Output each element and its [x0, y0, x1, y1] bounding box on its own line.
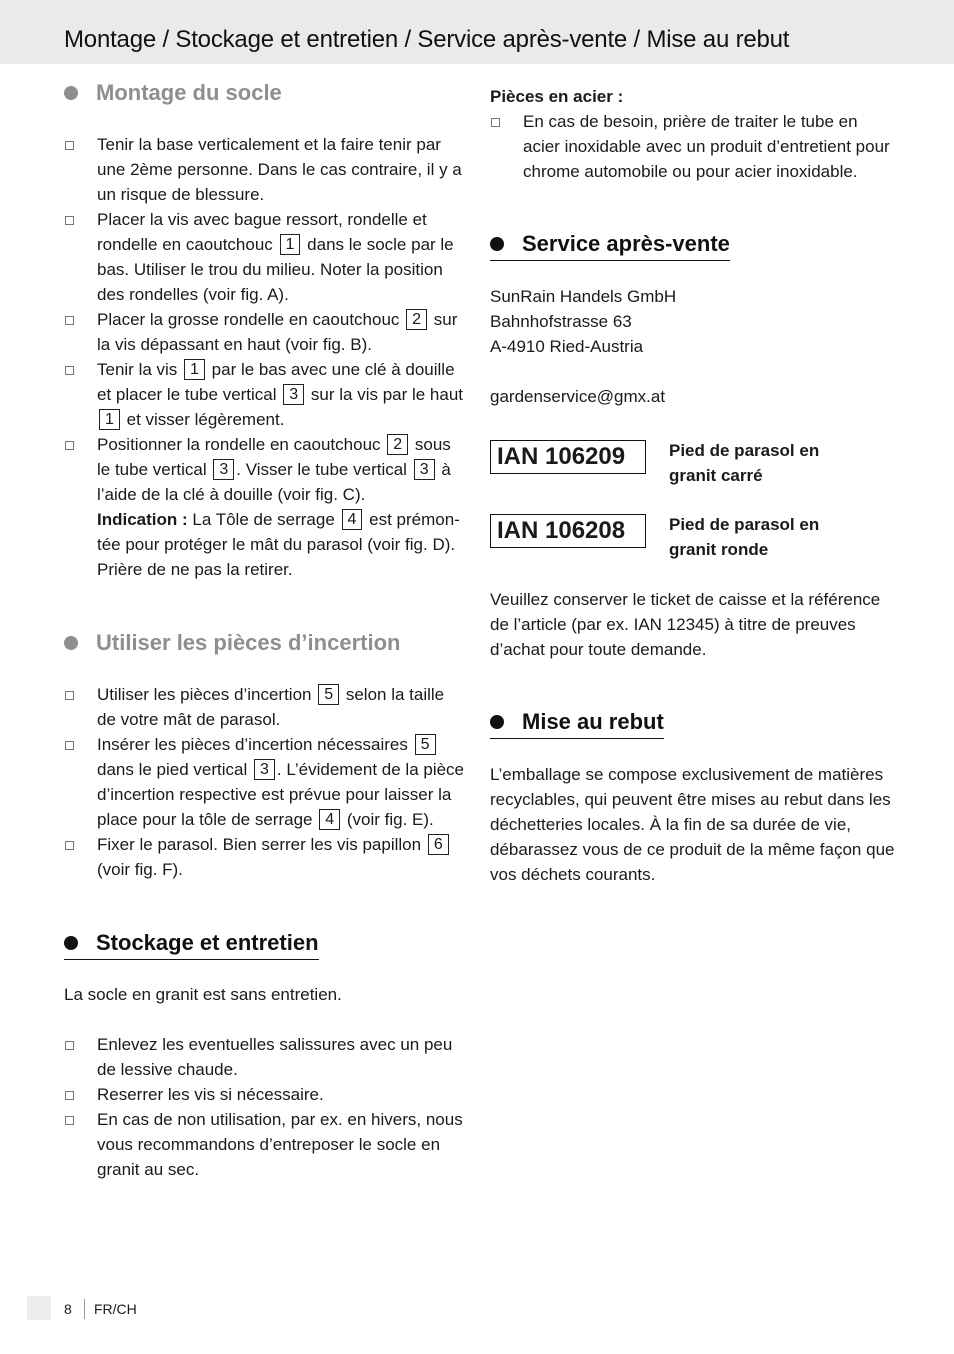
checkbox-square-icon: [65, 741, 74, 750]
part-number-box: 1: [99, 409, 120, 430]
list-item: En cas de besoin, prière de traiter le tube en acier inoxidable avec un produit d’entretient pour chrome automobile ou pour acier inoxidable.: [490, 109, 896, 184]
part-number-box: 3: [283, 384, 304, 405]
checkbox-square-icon: [65, 1091, 74, 1100]
list-item: En cas de non utilisation, par ex. en hivers, nous vous recommandons d’entreposer le socle en granit au sec.: [64, 1107, 464, 1182]
checkbox-square-icon: [65, 841, 74, 850]
page-header: [0, 0, 954, 64]
ian-desc-line: granit carré: [669, 466, 763, 485]
list-item: Reserrer les vis si nécessaire.: [64, 1082, 464, 1107]
service-street: Bahnhofstrasse 63: [490, 312, 632, 331]
bullet-dot-icon: [490, 237, 504, 251]
ian-desc-line: Pied de parasol en: [669, 515, 820, 534]
part-number-box: 3: [213, 459, 234, 480]
steel-list: [490, 109, 896, 184]
list-item: Utiliser les pièces d’incertion 5 selon la taille de votre mât de parasol.: [64, 682, 464, 732]
list-item: Placer la grosse rondelle en caoutchouc 2 sur la vis dépassant en haut (voir fig. B).: [64, 307, 464, 357]
bullet-dot-icon: [64, 936, 78, 950]
section-inserts-heading: [64, 630, 464, 659]
left-column: [64, 80, 464, 1182]
ian-code-badge: IAN 106208: [490, 514, 646, 548]
bold-label: Indication :: [97, 510, 188, 529]
storage-intro: La socle en granit est sans entretien.: [64, 985, 342, 1004]
footer-tab-marker: [27, 1296, 51, 1320]
ian-description: [669, 512, 819, 562]
service-email[interactable]: gardenservice@gmx.at: [490, 387, 666, 406]
ian-row: [490, 440, 896, 488]
footer-divider: [84, 1299, 85, 1319]
list-item: Positionner la rondelle en caoutchouc 2 sous le tube vertical 3 . Visser le tube vertical 3 à l’aide de la clé à douille (voir fig. C). Indication : La Tôle de serrage 4 est prémon-tée pour protéger le mât du parasol (voir fig. D). Prière de ne pas la retirer.: [64, 432, 464, 582]
bullet-dot-icon: [490, 715, 504, 729]
checkbox-square-icon: [491, 118, 500, 127]
section-title: Utiliser les pièces d’incertion: [96, 630, 401, 655]
section-service-heading: [490, 231, 730, 261]
list-item: Tenir la vis 1 par le bas avec une clé à douille et placer le tube vertical 3 sur la vis par le haut 1 et visser légèrement.: [64, 357, 464, 432]
part-number-box: 1: [184, 359, 205, 380]
service-note: Veuillez conserver le ticket de caisse et la référence de l’article (par ex. IAN 12345) à titre de preuves d’achat pour toute demande.: [490, 590, 881, 659]
part-number-box: 2: [406, 309, 427, 330]
list-item: Insérer les pièces d’incertion nécessaires 5 dans le pied vertical 3 . L’évidement de la pièce d’incertion respective est prévue pour laisser la place pour la tôle de serrage 4 (voir fig. E).: [64, 732, 464, 832]
section-title: Mise au rebut: [522, 709, 664, 734]
checkbox-square-icon: [65, 316, 74, 325]
part-number-box: 5: [415, 734, 436, 755]
service-city: A-4910 Ried-Austria: [490, 337, 644, 356]
disposal-text: L’emballage se compose exclusivement de matières recyclables, qui peuvent être mises au rebut dans les déchetteries locales. À la fin de sa durée de vie, débarassez vous de ce produit de la même façon que vos déchets courants.: [490, 765, 895, 884]
section-title: Stockage et entretien: [96, 930, 319, 955]
checkbox-square-icon: [65, 216, 74, 225]
inserts-list: [64, 682, 464, 882]
section-title: Montage du socle: [96, 80, 282, 105]
section-disposal-heading: [490, 709, 664, 739]
part-number-box: 6: [428, 834, 449, 855]
section-title: Service après-vente: [522, 231, 730, 256]
part-number-box: 3: [254, 759, 275, 780]
part-number-box: 4: [342, 509, 363, 530]
checkbox-square-icon: [65, 141, 74, 150]
storage-list: [64, 1032, 464, 1182]
checkbox-square-icon: [65, 1041, 74, 1050]
steel-heading: Pièces en acier :: [490, 87, 624, 106]
ian-code-badge: IAN 106209: [490, 440, 646, 474]
footer-locale: FR/CH: [94, 1301, 137, 1317]
list-item: Enlevez les eventuelles salissures avec un peu de lessive chaude.: [64, 1032, 464, 1082]
part-number-box: 3: [414, 459, 435, 480]
checkbox-square-icon: [65, 691, 74, 700]
section-storage-heading: [64, 930, 319, 960]
checkbox-square-icon: [65, 366, 74, 375]
ian-description: [669, 438, 819, 488]
part-number-box: 2: [387, 434, 408, 455]
ian-desc-line: Pied de parasol en: [669, 441, 820, 460]
list-item: Placer la vis avec bague ressort, rondelle et rondelle en caoutchouc 1 dans le socle par le bas. Utiliser le trou du milieu. Noter la position des rondelles (voir fig. A).: [64, 207, 464, 307]
checkbox-square-icon: [65, 441, 74, 450]
page-title: Montage / Stockage et entretien / Service après-vente / Mise au rebut: [64, 26, 790, 53]
part-number-box: 5: [318, 684, 339, 705]
bullet-dot-icon: [64, 636, 78, 650]
bullet-dot-icon: [64, 86, 78, 100]
part-number-box: 4: [319, 809, 340, 830]
ian-row: [490, 514, 896, 562]
ian-desc-line: granit ronde: [669, 540, 769, 559]
montage-list: [64, 132, 464, 582]
part-number-box: 1: [280, 234, 301, 255]
service-company: SunRain Handels GmbH: [490, 287, 677, 306]
section-montage-heading: [64, 80, 464, 109]
right-column: [490, 84, 896, 887]
list-item: Fixer le parasol. Bien serrer les vis papillon 6 (voir fig. F).: [64, 832, 464, 882]
page-number: 8: [64, 1301, 72, 1317]
list-item: Tenir la base verticalement et la faire tenir par une 2ème personne. Dans le cas contraire, il y a un risque de blessure.: [64, 132, 464, 207]
checkbox-square-icon: [65, 1116, 74, 1125]
